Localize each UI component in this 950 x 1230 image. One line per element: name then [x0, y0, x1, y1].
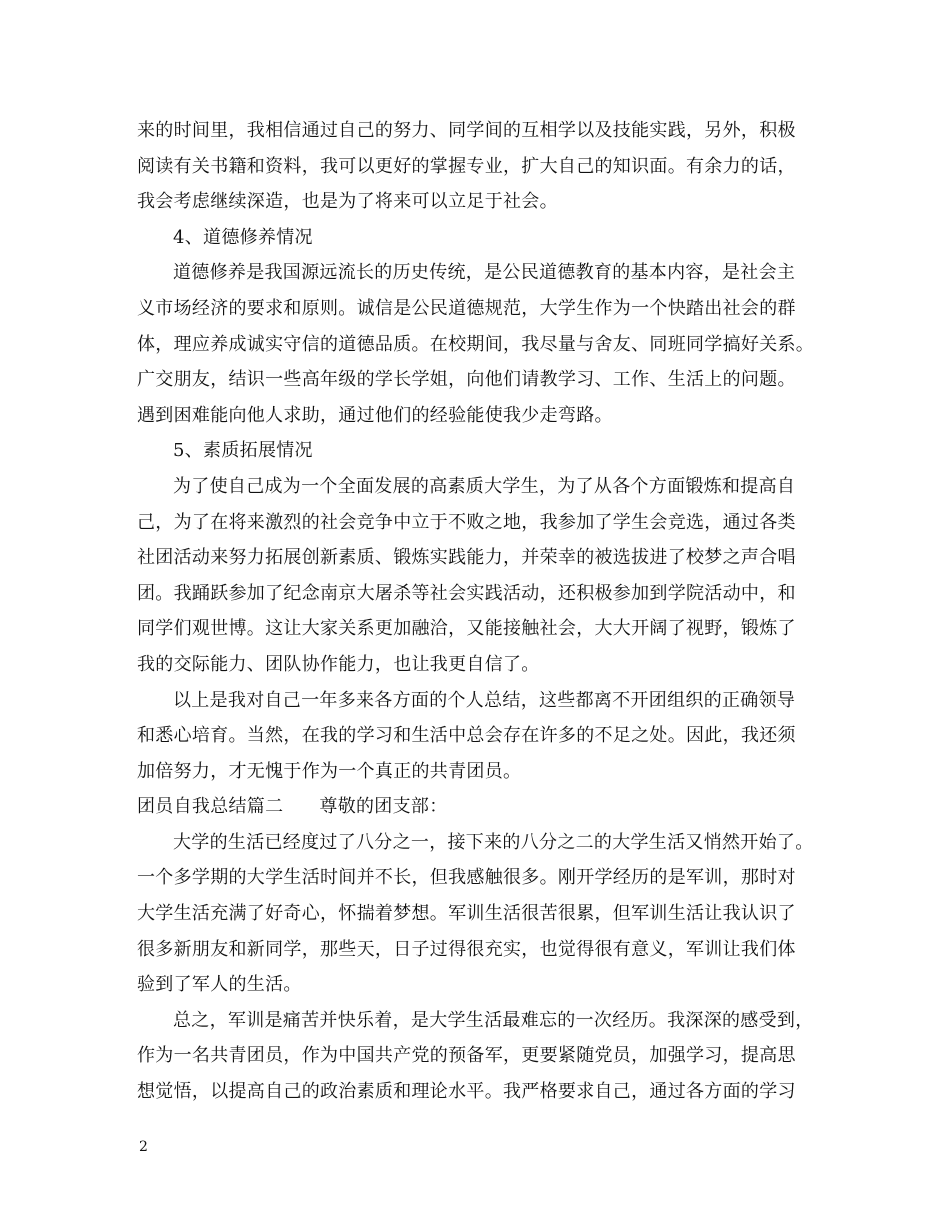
text-line: 4、道德修养情况	[173, 226, 313, 248]
text-line: 和悉心培育。当然，在我的学习和生活中总会存在许多的不足之处。因此，我还须	[137, 725, 796, 747]
text-line: 团。我踊跃参加了纪念南京大屠杀等社会实践活动，还积极参加到学院活动中，和	[137, 582, 796, 604]
text-line: 遇到困难能向他人求助，通过他们的经验能使我少走弯路。	[137, 404, 613, 426]
text-line: 大学的生活已经度过了八分之一，接下来的八分之二的大学生活又悄然开始了。	[173, 831, 814, 853]
text-line: 作为一名共青团员，作为中国共产党的预备军，更要紧随党员，加强学习，提高思	[137, 1045, 796, 1067]
text-line: 一个多学期的大学生活时间并不长，但我感触很多。刚开学经历的是军训，那时对	[137, 867, 796, 889]
text-line: 阅读有关书籍和资料，我可以更好的掌握专业，扩大自己的知识面。有余力的话，	[137, 155, 796, 177]
text-line: 社团活动来努力拓展创新素质、锻炼实践能力，并荣幸的被选拔进了校梦之声合唱	[137, 547, 796, 569]
text-line: 同学们观世博。这让大家关系更加融洽，又能接触社会，大大开阔了视野，锻炼了	[137, 618, 796, 640]
section-heading-line	[137, 789, 827, 825]
text-line: 验到了军人的生活。	[137, 974, 302, 996]
text-line: 义市场经济的要求和原则。诚信是公民道德规范，大学生作为一个快踏出社会的群	[137, 297, 796, 319]
text-block-part-two	[137, 825, 827, 1110]
section-title: 团员自我总结篇二	[137, 796, 284, 818]
text-line: 体，理应养成诚实守信的道德品质。在校期间，我尽量与舍友、同班同学搞好关系。	[137, 333, 815, 355]
text-line: 道德修养是我国源远流长的历史传统，是公民道德教育的基本内容，是社会主	[173, 262, 796, 284]
text-line: 己，为了在将来激烈的社会竞争中立于不败之地，我参加了学生会竞选，通过各类	[137, 511, 796, 533]
text-line: 很多新朋友和新同学，那些天，日子过得很充实，也觉得很有意义，军训让我们体	[137, 938, 796, 960]
text-line: 我会考虑继续深造，也是为了将来可以立足于社会。	[137, 191, 558, 213]
text-line: 来的时间里，我相信通过自己的努力、同学间的互相学以及技能实践，另外，积极	[137, 120, 796, 141]
text-line: 为了使自己成为一个全面发展的高素质大学生，为了从各个方面锻炼和提高自	[173, 475, 796, 497]
text-line: 5、素质拓展情况	[173, 440, 313, 462]
text-line: 想觉悟，以提高自己的政治素质和理论水平。我严格要求自己，通过各方面的学习	[137, 1081, 796, 1103]
document-body	[137, 113, 827, 1110]
text-line: 以上是我对自己一年多来各方面的个人总结，这些都离不开团组织的正确领导	[173, 689, 796, 711]
text-line: 加倍努力，才无愧于作为一个真正的共青团员。	[137, 760, 522, 782]
text-line: 总之，军训是痛苦并快乐着，是大学生活最难忘的一次经历。我深深的感受到，	[173, 1009, 814, 1031]
text-line: 我的交际能力、团队协作能力，也让我更自信了。	[137, 653, 540, 675]
text-line: 广交朋友，结识一些高年级的学长学姐，向他们请教学习、工作、生活上的问题。	[137, 369, 796, 391]
salutation: 尊敬的团支部：	[319, 796, 448, 818]
page-number: 2	[139, 1139, 148, 1155]
text-line: 大学生活充满了好奇心，怀揣着梦想。军训生活很苦很累，但军训生活让我认识了	[137, 903, 796, 925]
text-block-part-one	[137, 113, 827, 789]
